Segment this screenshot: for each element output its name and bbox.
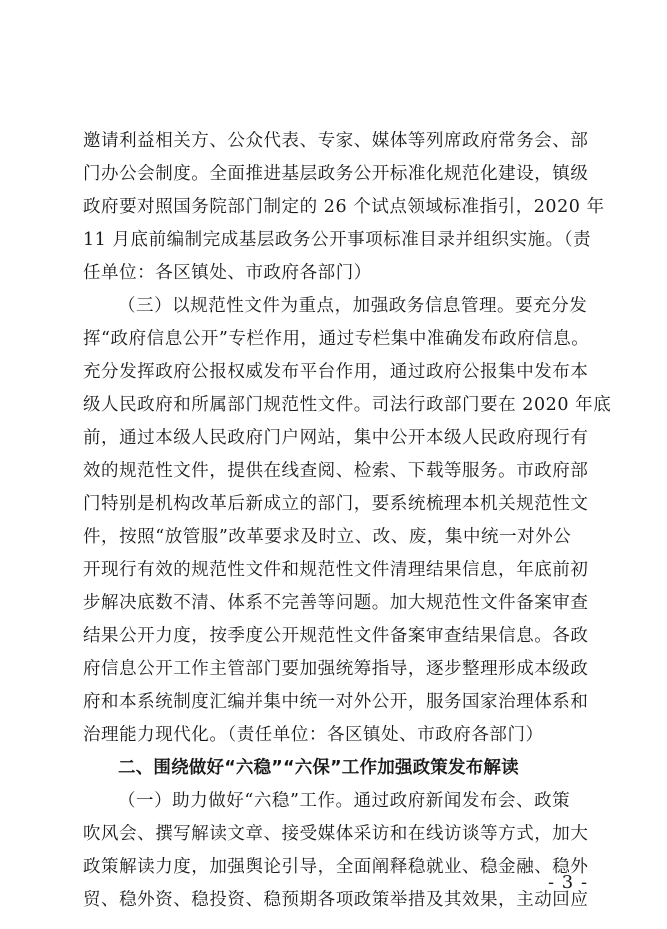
body-text-line: 贸、稳外资、稳投资、稳预期各项政策举措及其效果，主动回应	[83, 890, 589, 910]
body-text-line: 效的规范性文件，提供在线查阅、检索、下载等服务。市政府部	[83, 461, 589, 481]
body-text-line: 邀请利益相关方、公众代表、专家、媒体等列席政府常务会、部	[83, 131, 589, 151]
body-text-line: 结果公开力度，按季度公开规范性文件备案审查结果信息。各政	[83, 626, 589, 646]
body-text-line: 级人民政府和所属部门规范性文件。司法行政部门要在 2020 年底	[83, 395, 612, 415]
body-text-line: 任单位：各区镇处、市政府各部门）	[83, 263, 372, 283]
body-text-line: 开现行有效的规范性文件和规范性文件清理结果信息，年底前初	[83, 560, 589, 580]
body-text-line: 政策解读力度，加强舆论引导，全面阐释稳就业、稳金融、稳外	[83, 857, 589, 877]
body-text-line: 门办公会制度。全面推进基层政务公开标准化规范化建设，镇级	[83, 164, 589, 184]
body-text-line: 治理能力现代化。（责任单位：各区镇处、市政府各部门）	[83, 725, 544, 745]
body-text-line: 件，按照“放管服”改革要求及时立、改、废，集中统一对外公	[83, 527, 572, 547]
body-text-line: 前，通过本级人民政府门户网站，集中公开本级人民政府现行有	[83, 428, 589, 448]
page-number: - 3 -	[548, 872, 589, 893]
body-text-line: 步解决底数不清、体系不完善等问题。加大规范性文件备案审查	[83, 593, 589, 613]
body-text-line: 充分发挥政府公报权威发布平台作用，通过政府公报集中发布本	[83, 362, 589, 382]
body-text-line: 挥“政府信息公开”专栏作用，通过专栏集中准确发布政府信息。	[83, 329, 590, 349]
body-text-line: 吹风会、撰写解读文章、接受媒体采访和在线访谈等方式，加大	[83, 824, 589, 844]
section-subheading-line: （三）以规范性文件为重点，加强政务信息管理。要充分发	[118, 296, 588, 316]
section-subheading-line: （一）助力做好“六稳”工作。通过政府新闻发布会、政策	[118, 791, 571, 811]
section-heading: 二、围绕做好“六稳”“六保”工作加强政策发布解读	[118, 758, 519, 778]
body-text-line: 门特别是机构改革后新成立的部门，要系统梳理本机关规范性文	[83, 494, 589, 514]
body-text-line: 府信息公开工作主管部门要加强统筹指导，逐步整理形成本级政	[83, 659, 589, 679]
body-text-line: 政府要对照国务院部门制定的 26 个试点领域标准指引，2020 年	[83, 197, 605, 217]
body-text-line: 府和本系统制度汇编并集中统一对外公开，服务国家治理体系和	[83, 692, 589, 712]
body-text-line: 11 月底前编制完成基层政务公开事项标准目录并组织实施。（责	[83, 230, 592, 250]
